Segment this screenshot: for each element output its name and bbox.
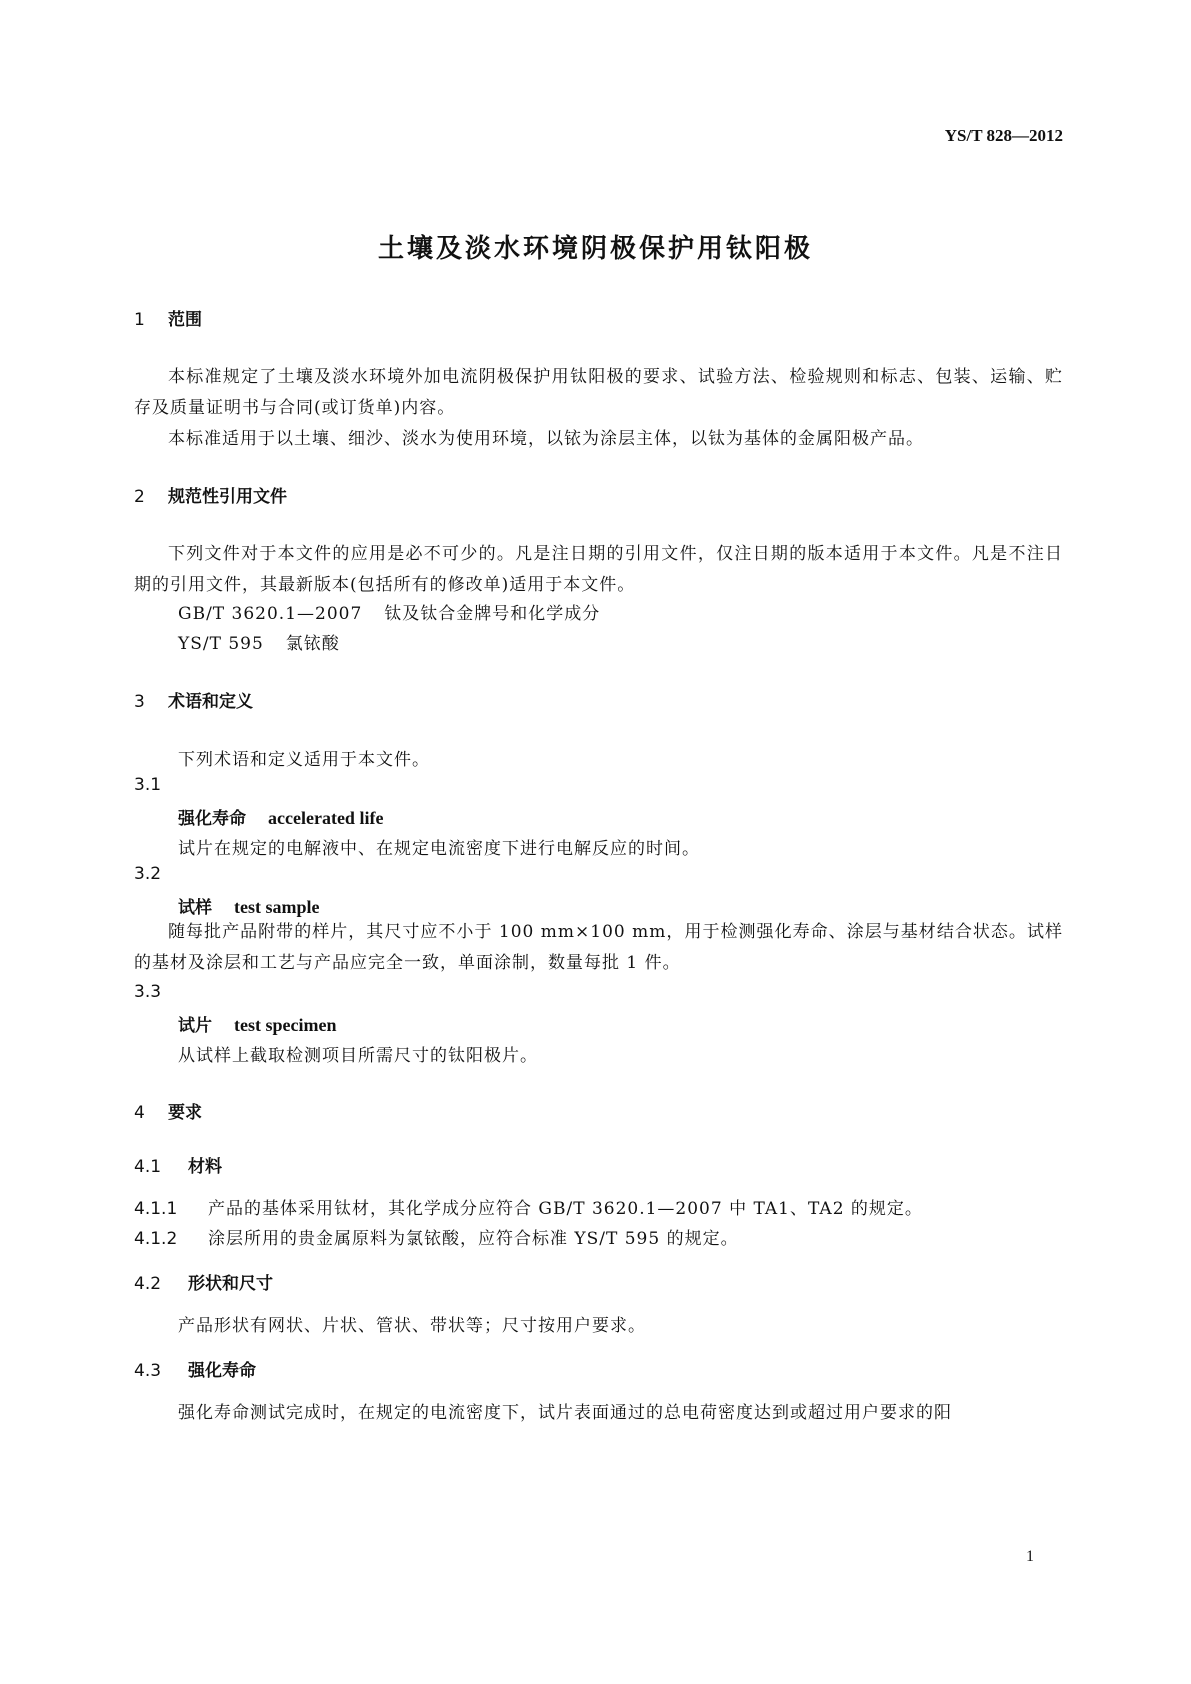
term-chinese: 强化寿命 bbox=[178, 809, 246, 829]
reference-name: 氯铱酸 bbox=[285, 634, 340, 654]
subsection-number: 4.1 bbox=[134, 1157, 162, 1177]
section-title: 术语和定义 bbox=[168, 692, 253, 712]
clause-text: 涂层所用的贵金属原料为氯铱酸，应符合标准 YS/T 595 的规定。 bbox=[208, 1229, 739, 1249]
reference-code: YS/T 595 bbox=[178, 634, 264, 654]
subsection-title: 材料 bbox=[188, 1157, 222, 1177]
section-4-heading bbox=[134, 1098, 202, 1123]
term-chinese: 试片 bbox=[178, 1016, 212, 1036]
section-2-heading bbox=[134, 482, 287, 507]
subsection-4-2-heading bbox=[134, 1269, 273, 1294]
reference-name: 钛及钛合金牌号和化学成分 bbox=[384, 604, 601, 624]
term-definition: 试片在规定的电解液中、在规定电流密度下进行电解反应的时间。 bbox=[178, 839, 700, 859]
term-number: 3.3 bbox=[134, 982, 162, 1002]
section-title: 规范性引用文件 bbox=[168, 487, 287, 507]
section-2-paragraph-1: 下列文件对于本文件的应用是必不可少的。凡是注日期的引用文件，仅注日期的版本适用于本文件。凡是不注日期的引用文件，其最新版本(包括所有的修改单)适用于本文件。 bbox=[134, 544, 1063, 595]
clause-4-1-2 bbox=[134, 1224, 739, 1249]
section-3-heading bbox=[134, 687, 253, 712]
term-number: 3.2 bbox=[134, 864, 162, 884]
subsection-4-1-heading bbox=[134, 1152, 222, 1177]
standard-number: YS/T 828—2012 bbox=[944, 126, 1063, 145]
reference-code: GB/T 3620.1—2007 bbox=[178, 604, 363, 624]
reference-item bbox=[178, 629, 340, 654]
section-1-heading bbox=[134, 305, 202, 330]
subsection-number: 4.3 bbox=[134, 1361, 162, 1381]
clause-text: 产品的基体采用钛材，其化学成分应符合 GB/T 3620.1—2007 中 TA1、TA2 的规定。 bbox=[208, 1199, 923, 1219]
term-english: accelerated life bbox=[268, 808, 384, 828]
section-number: 3 bbox=[134, 692, 145, 712]
term-english: test sample bbox=[234, 897, 320, 917]
subsection-title: 形状和尺寸 bbox=[188, 1274, 273, 1294]
term-chinese: 试样 bbox=[178, 898, 212, 918]
term-heading bbox=[178, 1011, 336, 1036]
section-title: 要求 bbox=[168, 1103, 202, 1123]
clause-number: 4.1.2 bbox=[134, 1229, 178, 1249]
term-heading bbox=[178, 804, 383, 829]
term-heading bbox=[178, 893, 319, 918]
reference-item bbox=[178, 599, 600, 624]
subsection-4-3-text: 强化寿命测试完成时，在规定的电流密度下，试片表面通过的总电荷密度达到或超过用户要求的阳 bbox=[178, 1403, 952, 1423]
subsection-4-2-text: 产品形状有网状、片状、管状、带状等；尺寸按用户要求。 bbox=[178, 1316, 646, 1336]
subsection-4-3-heading bbox=[134, 1356, 256, 1381]
clause-number: 4.1.1 bbox=[134, 1199, 178, 1219]
page-number: 1 bbox=[1026, 1548, 1034, 1565]
section-number: 1 bbox=[134, 310, 145, 330]
section-title: 范围 bbox=[168, 310, 202, 330]
subsection-title: 强化寿命 bbox=[188, 1361, 256, 1381]
section-number: 4 bbox=[134, 1103, 145, 1123]
section-1-paragraph-2: 本标准适用于以土壤、细沙、淡水为使用环境，以铱为涂层主体，以钛为基体的金属阳极产品。 bbox=[168, 429, 924, 449]
document-title: 土壤及淡水环境阴极保护用钛阳极 bbox=[377, 234, 813, 264]
section-number: 2 bbox=[134, 487, 145, 507]
term-english: test specimen bbox=[234, 1015, 337, 1035]
section-1-paragraph-1: 本标准规定了土壤及淡水环境外加电流阴极保护用钛阳极的要求、试验方法、检验规则和标志、包装、运输、贮存及质量证明书与合同(或订货单)内容。 bbox=[134, 367, 1063, 418]
term-definition: 从试样上截取检测项目所需尺寸的钛阳极片。 bbox=[178, 1046, 538, 1066]
section-3-intro: 下列术语和定义适用于本文件。 bbox=[178, 750, 430, 770]
subsection-number: 4.2 bbox=[134, 1274, 162, 1294]
term-definition: 随每批产品附带的样片，其尺寸应不小于 100 mm×100 mm，用于检测强化寿命、涂层与基材结合状态。试样的基材及涂层和工艺与产品应完全一致，单面涂制，数量每批 1 件。 bbox=[134, 922, 1063, 973]
term-number: 3.1 bbox=[134, 775, 162, 795]
clause-4-1-1 bbox=[134, 1194, 923, 1219]
